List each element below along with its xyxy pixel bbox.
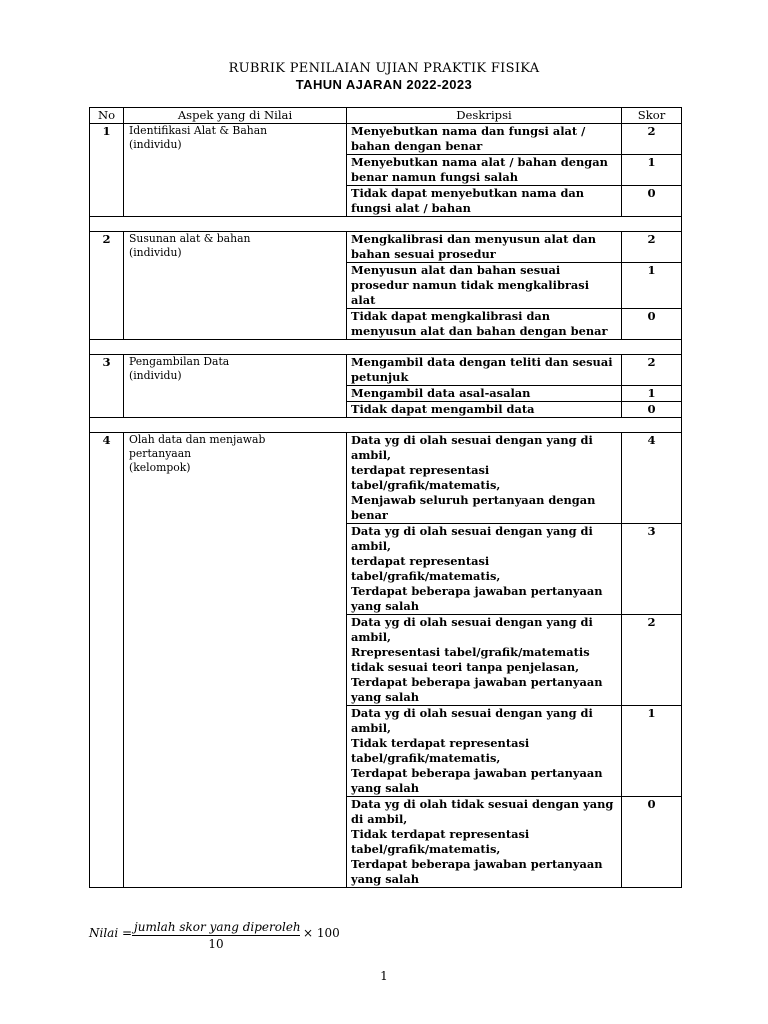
document-title: RUBRIK PENILAIAN UJIAN PRAKTIK FISIKA — [228, 61, 540, 76]
description-line: Data yg di olah sesuai dengan yang di ambil, — [351, 524, 593, 553]
aspect-line: Identifikasi Alat & Bahan — [129, 124, 268, 137]
score-value: 0 — [622, 797, 682, 888]
criteria-description — [347, 615, 622, 706]
description-line: Data yg di olah sesuai dengan yang di ambil, — [351, 706, 593, 735]
score-value: 2 — [622, 355, 682, 386]
table-row — [90, 355, 682, 386]
aspect-line: Pengambilan Data — [129, 355, 230, 368]
header-deskripsi: Deskripsi — [347, 108, 622, 124]
criteria-description — [347, 524, 622, 615]
description-line: Terdapat beberapa jawaban pertanyaan yang salah — [351, 766, 603, 795]
formula-numerator: jumlah skor yang diperoleh — [134, 920, 301, 934]
section-aspect — [124, 232, 347, 340]
section-number: 1 — [90, 124, 124, 217]
description-line: Mengambil data dengan teliti dan sesuai petunjuk — [351, 355, 613, 384]
description-line: Terdapat beberapa jawaban pertanyaan yang salah — [351, 584, 603, 613]
description-line: Mengkalibrasi dan menyusun alat dan bahan sesuai prosedur — [351, 232, 597, 261]
criteria-description — [347, 309, 622, 340]
section-spacer — [90, 217, 682, 232]
description-line: Tidak dapat mengambil data — [351, 402, 535, 416]
section-spacer — [90, 340, 682, 355]
aspect-line: (individu) — [129, 369, 182, 382]
criteria-description — [347, 124, 622, 155]
description-line: Data yg di olah tidak sesuai dengan yang di ambil, — [351, 797, 614, 826]
description-line: Menjawab seluruh pertanyaan dengan benar — [351, 493, 596, 522]
criteria-description — [347, 706, 622, 797]
criteria-description — [347, 386, 622, 402]
description-line: terdapat representasi tabel/grafik/matematis, — [351, 554, 501, 583]
header-no: No — [90, 108, 124, 124]
table-row — [90, 232, 682, 263]
criteria-description — [347, 433, 622, 524]
score-value: 2 — [622, 615, 682, 706]
score-value: 0 — [622, 402, 682, 418]
description-line: Data yg di olah sesuai dengan yang di ambil, — [351, 433, 593, 462]
document-subtitle: TAHUN AJARAN 2022-2023 — [295, 77, 473, 92]
description-line: terdapat representasi tabel/grafik/matematis, — [351, 463, 501, 492]
description-line: Tidak terdapat representasi tabel/grafik/matematis, — [351, 736, 530, 765]
aspect-line: Susunan alat & bahan — [129, 232, 251, 245]
description-line: Mengambil data asal-asalan — [351, 386, 531, 400]
header-skor: Skor — [622, 108, 682, 124]
description-line: Rrepresentasi tabel/grafik/matematis tidak sesuai teori tanpa penjelasan, — [351, 645, 590, 674]
table-row — [90, 433, 682, 524]
criteria-description — [347, 355, 622, 386]
score-value: 0 — [622, 309, 682, 340]
description-line: Tidak dapat menyebutkan nama dan fungsi alat / bahan — [351, 186, 585, 215]
section-aspect — [124, 124, 347, 217]
aspect-line: pertanyaan — [129, 447, 192, 460]
aspect-line: Olah data dan menjawab — [129, 433, 266, 446]
section-aspect — [124, 433, 347, 888]
aspect-line: (individu) — [129, 138, 182, 151]
score-value: 1 — [622, 386, 682, 402]
spacer-cell — [90, 340, 682, 355]
criteria-description — [347, 186, 622, 217]
header-aspek: Aspek yang di Nilai — [124, 108, 347, 124]
rubric-body — [90, 124, 682, 888]
description-line: Menyusun alat dan bahan sesuai prosedur namun tidak mengkalibrasi alat — [351, 263, 590, 307]
section-number: 4 — [90, 433, 124, 888]
criteria-description — [347, 232, 622, 263]
description-line: Data yg di olah sesuai dengan yang di ambil, — [351, 615, 593, 644]
table-header-row — [90, 108, 682, 124]
description-line: Menyebutkan nama alat / bahan dengan benar namun fungsi salah — [351, 155, 608, 184]
score-value: 1 — [622, 263, 682, 309]
spacer-cell — [90, 418, 682, 433]
aspect-line: (individu) — [129, 246, 182, 259]
description-line: Terdapat beberapa jawaban pertanyaan yang salah — [351, 857, 603, 886]
formula-rhs: × 100 — [303, 926, 340, 940]
section-number: 2 — [90, 232, 124, 340]
criteria-description — [347, 797, 622, 888]
spacer-cell — [90, 217, 682, 232]
formula-denominator: 10 — [208, 937, 224, 951]
description-line: Tidak terdapat representasi tabel/grafik/matematis, — [351, 827, 530, 856]
aspect-line: (kelompok) — [129, 461, 191, 474]
score-value: 2 — [622, 124, 682, 155]
score-value: 0 — [622, 186, 682, 217]
formula-fraction — [132, 920, 300, 951]
table-row — [90, 124, 682, 155]
page-number: 1 — [380, 969, 388, 983]
criteria-description — [347, 263, 622, 309]
description-line: Terdapat beberapa jawaban pertanyaan yang salah — [351, 675, 603, 704]
section-aspect — [124, 355, 347, 418]
score-value: 2 — [622, 232, 682, 263]
description-line: Menyebutkan nama dan fungsi alat / bahan dengan benar — [351, 124, 586, 153]
rubric-table — [89, 107, 682, 888]
criteria-description — [347, 402, 622, 418]
formula-lhs: Nilai = — [89, 926, 133, 940]
score-value: 1 — [622, 155, 682, 186]
score-value: 1 — [622, 706, 682, 797]
score-value: 4 — [622, 433, 682, 524]
description-line: Tidak dapat mengkalibrasi dan menyusun alat dan bahan dengan benar — [351, 309, 608, 338]
section-number: 3 — [90, 355, 124, 418]
score-value: 3 — [622, 524, 682, 615]
section-spacer — [90, 418, 682, 433]
criteria-description — [347, 155, 622, 186]
